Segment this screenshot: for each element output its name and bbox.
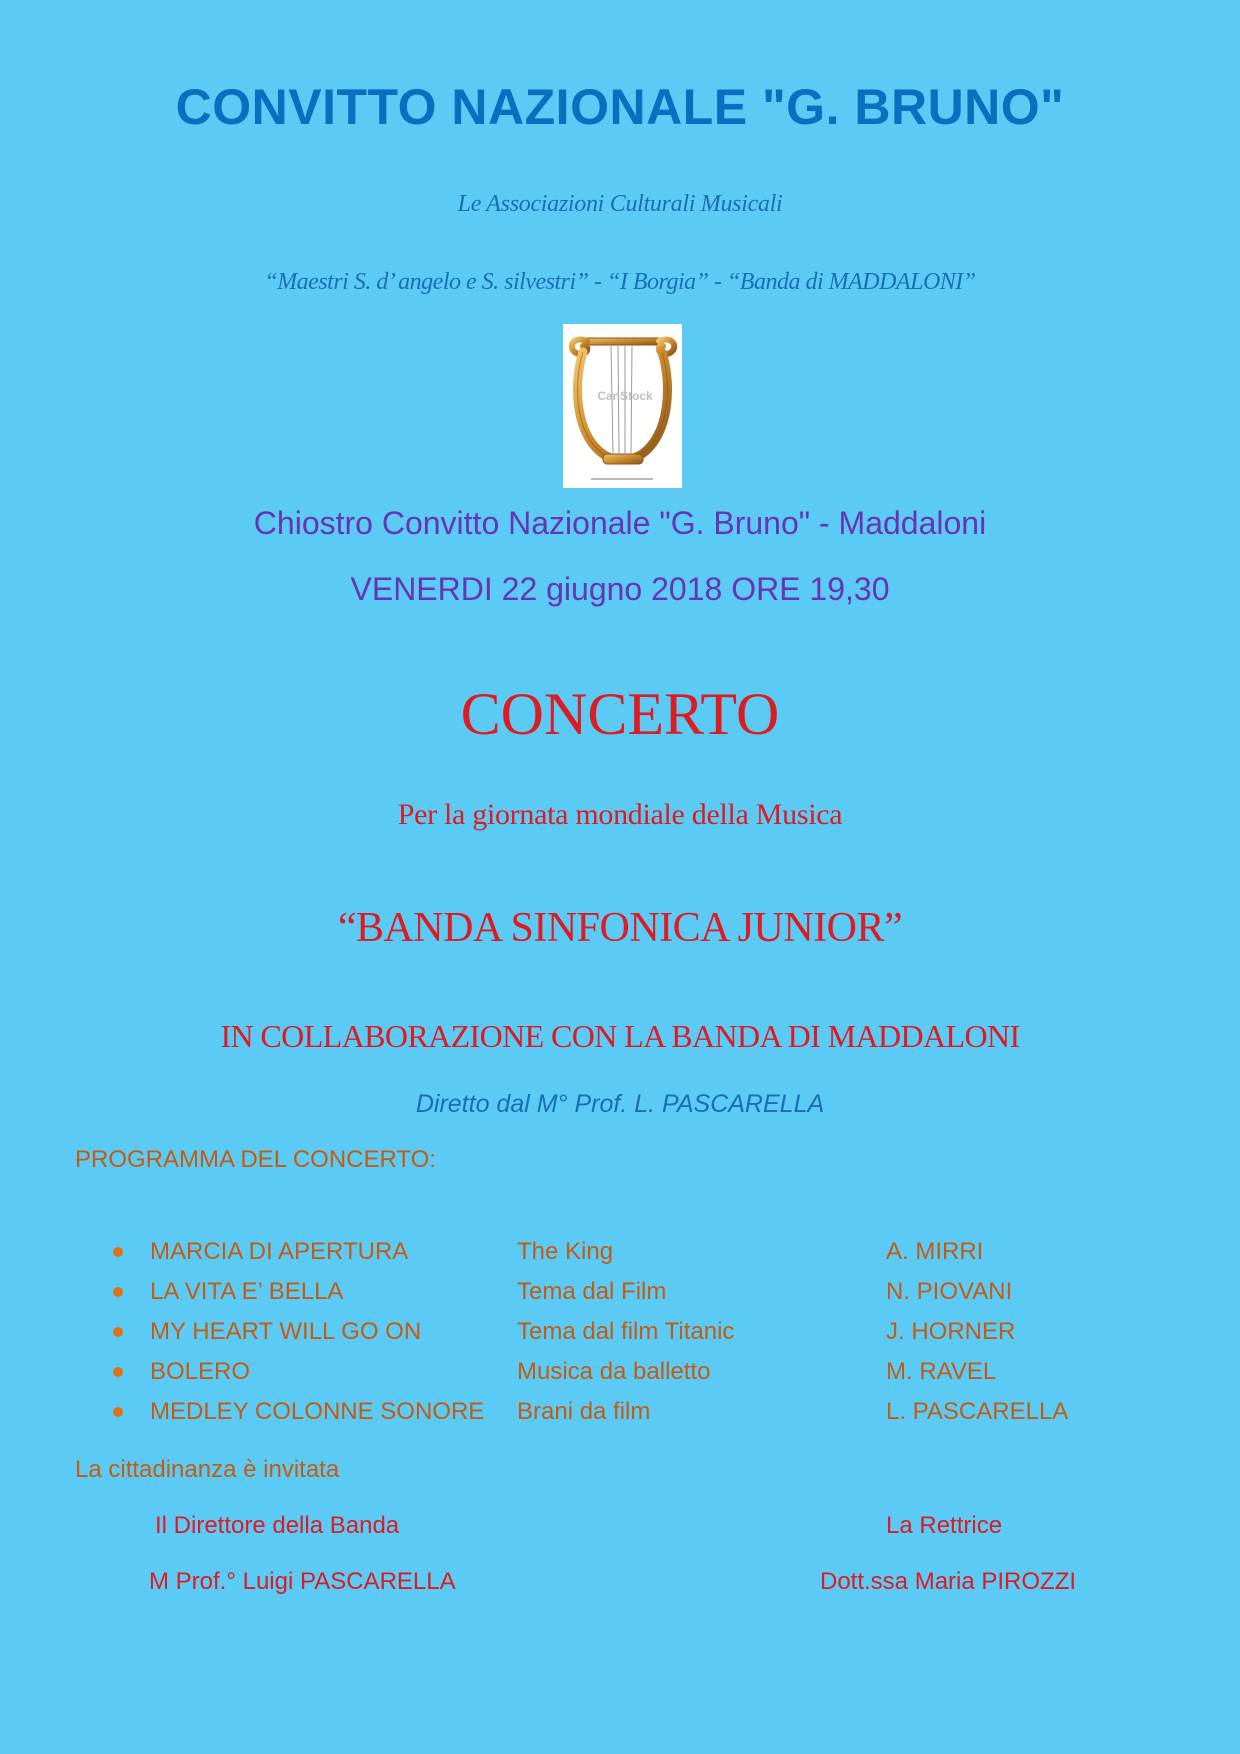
program-item-description: The King — [517, 1238, 614, 1265]
bullet-icon — [113, 1367, 123, 1377]
program-heading: PROGRAMMA DEL CONCERTO: — [75, 1146, 436, 1173]
conductor-line: Diretto dal M° Prof. L. PASCARELLA — [415, 1090, 825, 1118]
program-item-description: Musica da balletto — [517, 1358, 711, 1385]
associations-names: “Maestri S. d’ angelo e S. silvestri” - “I Borgia” - “Banda di MADDALONI” — [264, 269, 976, 295]
program-item-author: A. MIRRI — [886, 1238, 984, 1265]
bullet-icon — [113, 1287, 123, 1297]
rector-role: La Rettrice — [886, 1512, 1003, 1539]
lyre-icon — [563, 324, 682, 488]
program-item-title: MEDLEY COLONNE SONORE — [150, 1398, 485, 1425]
band-director-role: Il Direttore della Banda — [155, 1512, 400, 1539]
program-item-description: Tema dal film Titanic — [517, 1318, 735, 1345]
event-venue: Chiostro Convitto Nazionale "G. Bruno" - Maddaloni — [253, 505, 987, 541]
rector-name: Dott.ssa Maria PIROZZI — [820, 1568, 1077, 1595]
watermark-text: CanStock — [597, 389, 653, 403]
program-item — [0, 1358, 1240, 1398]
band-director-name: M Prof.° Luigi PASCARELLA — [149, 1568, 456, 1595]
program-item-author: L. PASCARELLA — [886, 1398, 1069, 1425]
program-item-author: J. HORNER — [886, 1318, 1016, 1345]
program-item — [0, 1238, 1240, 1278]
program-item-description: Brani da film — [517, 1398, 651, 1425]
program-item-description: Tema dal Film — [517, 1278, 667, 1305]
program-item-title: LA VITA E’ BELLA — [150, 1278, 344, 1305]
program-item-title: MARCIA DI APERTURA — [150, 1238, 409, 1265]
program-item — [0, 1318, 1240, 1358]
bullet-icon — [113, 1327, 123, 1337]
concert-subtitle: Per la giornata mondiale della Musica — [397, 798, 843, 831]
associations-intro: Le Associazioni Culturali Musicali — [457, 191, 783, 217]
school-title: CONVITTO NAZIONALE "G. BRUNO" — [175, 79, 1065, 135]
program-item-author: M. RAVEL — [886, 1358, 997, 1385]
bullet-icon — [113, 1247, 123, 1257]
program-list — [0, 1238, 1240, 1438]
program-item-title: MY HEART WILL GO ON — [150, 1318, 422, 1345]
program-item — [0, 1398, 1240, 1438]
event-date: VENERDI 22 giugno 2018 ORE 19,30 — [350, 571, 890, 607]
bullet-icon — [113, 1407, 123, 1417]
program-item — [0, 1278, 1240, 1318]
invitation-text: La cittadinanza è invitata — [75, 1456, 340, 1483]
collaboration-line: IN COLLABORAZIONE CON LA BANDA DI MADDALONI — [220, 1018, 1020, 1054]
band-name: “BANDA SINFONICA JUNIOR” — [337, 905, 903, 951]
concert-title: CONCERTO — [460, 681, 780, 747]
program-item-title: BOLERO — [150, 1358, 251, 1385]
program-item-author: N. PIOVANI — [886, 1278, 1013, 1305]
